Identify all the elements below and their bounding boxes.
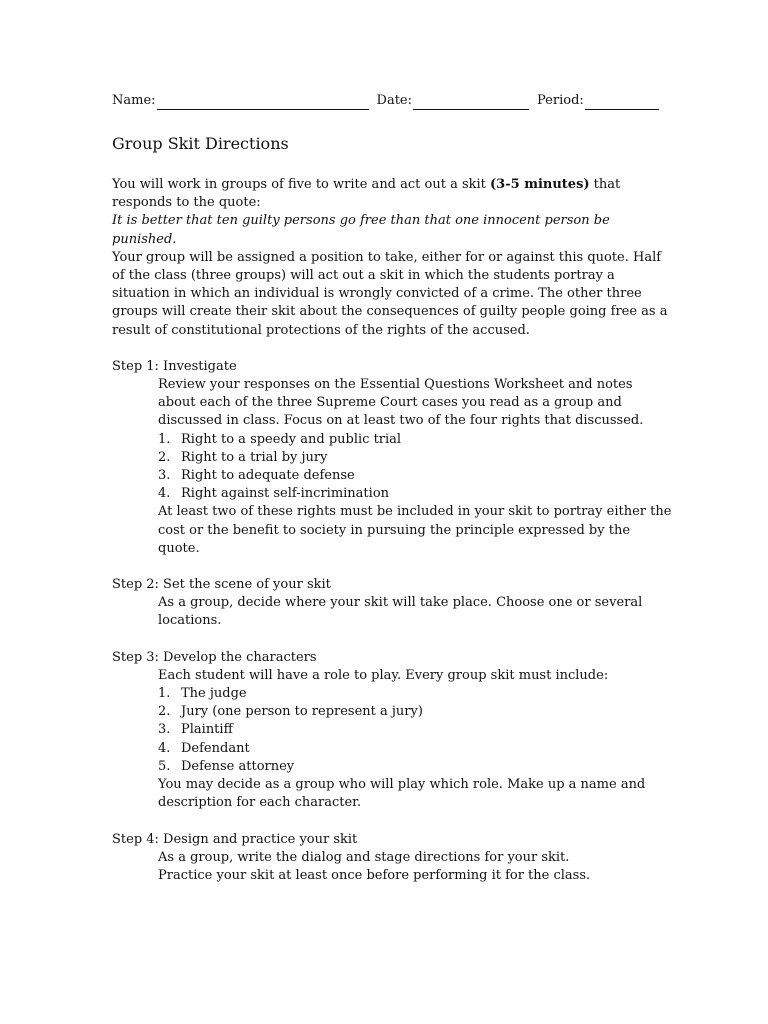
student-info-header xyxy=(112,92,672,110)
list-item-text: Right against self-incrimination xyxy=(181,486,390,502)
step-2-section xyxy=(112,576,672,631)
step-4-text: As a group, write the dialog and stage directions for your skit. xyxy=(158,849,570,865)
step-1-heading: Step 1: Investigate xyxy=(112,358,237,374)
rights-list xyxy=(158,431,672,504)
list-number: 5. xyxy=(158,758,171,774)
list-item xyxy=(158,431,672,449)
list-item-text: Jury (one person to represent a jury) xyxy=(181,704,423,720)
step-4-body xyxy=(112,849,672,885)
step-3-text: Each student will have a role to play. Every group skit must include: xyxy=(158,667,609,683)
list-item xyxy=(158,758,672,776)
list-number: 4. xyxy=(158,486,171,502)
step-2-text: As a group, decide where your skit will take place. Choose one or several locations. xyxy=(158,595,643,629)
list-item-text: Defendant xyxy=(181,740,250,756)
step-3-after-text: You may decide as a group who will play which role. Make up a name and description for each character. xyxy=(158,777,646,811)
step-4-section xyxy=(112,831,672,886)
characters-list xyxy=(158,685,672,776)
list-number: 4. xyxy=(158,740,171,756)
list-item xyxy=(158,703,672,721)
step-3-section xyxy=(112,649,672,813)
date-field[interactable] xyxy=(377,92,537,110)
list-item xyxy=(158,449,672,467)
list-item-text: Right to adequate defense xyxy=(181,468,355,484)
date-label: Date: xyxy=(376,93,413,108)
list-item-text: Defense attorney xyxy=(181,758,295,774)
step-4-heading: Step 4: Design and practice your skit xyxy=(112,831,358,847)
name-blank-line[interactable] xyxy=(157,95,369,110)
list-number: 3. xyxy=(158,468,171,484)
step-2-heading: Step 2: Set the scene of your skit xyxy=(112,577,331,593)
skit-duration: (3-5 minutes) xyxy=(490,177,590,192)
name-field[interactable] xyxy=(112,92,377,110)
list-number: 2. xyxy=(158,704,171,720)
list-item-text: Plaintiff xyxy=(181,722,233,738)
quote-text: It is better that ten guilty persons go free than that one innocent person be punished. xyxy=(112,213,610,247)
step-3-body xyxy=(112,667,672,813)
name-label: Name: xyxy=(112,93,156,108)
step-1-body xyxy=(112,376,672,558)
list-item-text: Right to a trial by jury xyxy=(181,449,328,465)
page-title: Group Skit Directions xyxy=(112,134,289,153)
intro-paragraph xyxy=(112,176,672,340)
period-label: Period: xyxy=(537,93,584,108)
step-1-text: Review your responses on the Essential Questions Worksheet and notes about each of the three Supreme Court cases you read as a group and discussed in class. Focus on at least two of the four rights that discussed. xyxy=(158,377,644,429)
list-number: 3. xyxy=(158,722,171,738)
directions-content xyxy=(112,176,672,903)
list-item xyxy=(158,485,672,503)
list-item xyxy=(158,721,672,739)
list-number: 1. xyxy=(158,686,171,702)
date-blank-line[interactable] xyxy=(413,95,529,110)
step-1-after-text: At least two of these rights must be included in your skit to portray either the cost or the benefit to society in pursuing the principle expressed by the quote. xyxy=(158,504,672,556)
intro-text-3: Your group will be assigned a position to take, either for or against this quote. Half of the class (three groups) will act out a skit in which the students portray a situation in which an individual is wrongly convicted of a crime. The other three groups will create their skit about the consequences of guilty people going free as a result of constitutional protections of the rights of the accused. xyxy=(112,249,668,338)
list-item-text: Right to a speedy and public trial xyxy=(181,431,402,447)
intro-text-2: that responds to the quote: xyxy=(112,177,621,211)
list-item xyxy=(158,740,672,758)
list-item-text: The judge xyxy=(181,686,247,702)
list-item xyxy=(158,685,672,703)
step-2-body xyxy=(112,594,672,630)
period-blank-line[interactable] xyxy=(585,95,659,110)
list-number: 1. xyxy=(158,431,171,447)
list-number: 2. xyxy=(158,449,171,465)
step-1-section xyxy=(112,358,672,558)
list-item xyxy=(158,467,672,485)
intro-text-1: You will work in groups of five to write and act out a skit xyxy=(112,177,491,192)
step-3-heading: Step 3: Develop the characters xyxy=(112,649,317,665)
step-4-after-text: Practice your skit at least once before performing it for the class. xyxy=(158,867,591,883)
intro-sentence xyxy=(112,176,672,212)
period-field[interactable] xyxy=(537,92,667,110)
